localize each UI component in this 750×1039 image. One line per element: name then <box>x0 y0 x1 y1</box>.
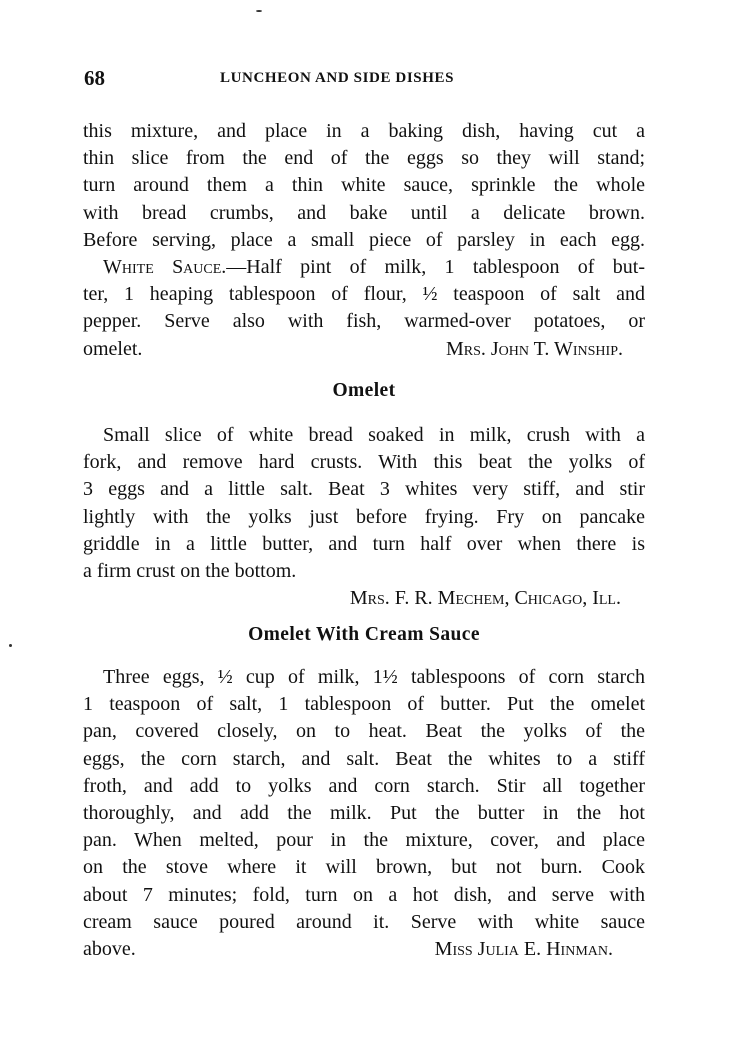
text-line: eggs, the corn starch, and salt. Beat the whites to a stiff <box>83 747 645 770</box>
text-line: Before serving, place a small piece of parsley in each egg. <box>83 228 645 251</box>
text-line: froth, and add to yolks and corn starch. Stir all together <box>83 774 645 797</box>
text-line: pan, covered closely, on to heat. Beat the yolks of the <box>83 720 645 743</box>
signature: Mrs. John T. Winship. <box>445 337 623 360</box>
signature-line <box>83 336 645 363</box>
text-line-end: omelet. <box>83 337 143 360</box>
text-line: Small slice of white bread soaked in milk, crush with a <box>103 424 645 446</box>
text-line: thin slice from the end of the eggs so they will stand; <box>83 147 645 170</box>
recipe-heading: Omelet <box>332 380 396 401</box>
text-line: ter, 1 heaping tablespoon of flour, ½ teaspoon of salt and <box>83 283 645 306</box>
text-line: pan. When melted, pour in the mixture, cover, and place <box>83 829 645 852</box>
recipe-heading: Omelet With Cream Sauce <box>248 624 480 645</box>
signature: Miss Julia E. Hinman. <box>434 937 613 960</box>
omelet-recipe <box>83 422 645 612</box>
text-line: 3 eggs and a little salt. Beat 3 whites very stiff, and stir <box>83 478 645 501</box>
text-line: pepper. Serve also with fish, warmed-over potatoes, or <box>83 310 645 333</box>
white-sauce-text: —Half pint of milk, 1 tablespoon of but- <box>226 255 645 278</box>
text-line: on the stove where it will brown, but not burn. Cook <box>83 856 645 879</box>
text-line: turn around them a thin white sauce, sprinkle the whole <box>83 174 645 197</box>
scan-speck <box>256 10 262 12</box>
text-line-end: above. <box>83 937 136 960</box>
signature: Mrs. F. R. Mechem, Chicago, Ill. <box>349 587 621 610</box>
signature-line <box>83 936 645 963</box>
continuation-paragraph <box>83 118 645 363</box>
omelet-cream-recipe <box>83 664 645 963</box>
scan-speck <box>9 644 12 647</box>
text-line: 1 teaspoon of salt, 1 tablespoon of butter. Put the omelet <box>83 693 645 716</box>
text-line: about 7 minutes; fold, turn on a hot dish, and serve with <box>83 883 645 906</box>
running-head <box>84 66 644 96</box>
text-line: this mixture, and place in a baking dish, having cut a <box>83 120 645 142</box>
page-number: 68 <box>84 66 105 90</box>
white-sauce-label: White Sauce. <box>103 255 227 278</box>
text-line: thoroughly, and add the milk. Put the butter in the hot <box>83 801 645 824</box>
running-title: LUNCHEON AND SIDE DISHES <box>220 70 455 86</box>
text-line: with bread crumbs, and bake until a delicate brown. <box>83 201 645 224</box>
text-line: cream sauce poured around it. Serve with white sauce <box>83 910 645 933</box>
text-line: lightly with the yolks just before frying. Fry on pancake <box>83 505 645 528</box>
white-sauce-line <box>83 254 645 281</box>
text-line: a firm crust on the bottom. <box>83 559 297 582</box>
text-line: griddle in a little butter, and turn half over when there is <box>83 532 645 555</box>
text-line: fork, and remove hard crusts. With this beat the yolks of <box>83 451 645 474</box>
text-line: Three eggs, ½ cup of milk, 1½ tablespoons of corn starch <box>103 666 645 688</box>
